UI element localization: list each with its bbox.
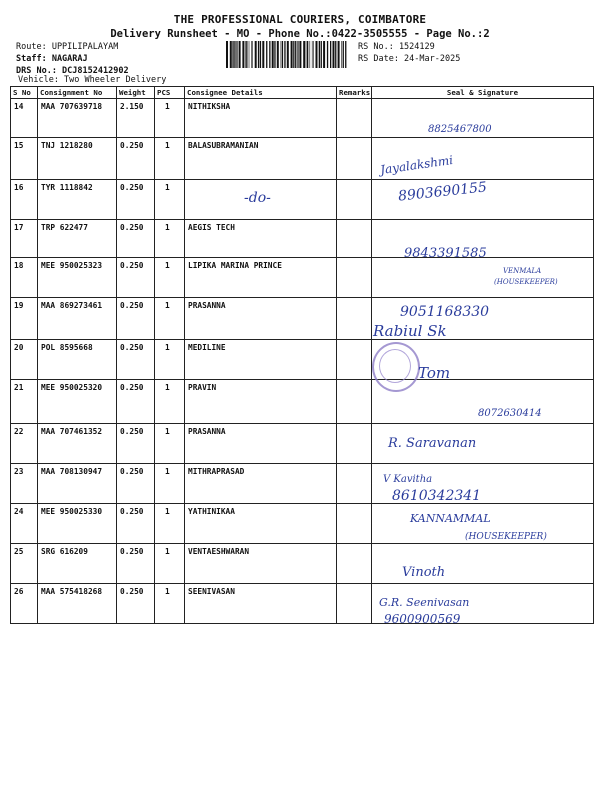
row-pcs: 1 [155, 504, 185, 544]
row-weight: 0.250 [117, 464, 155, 504]
row-consignment-no: SRG 616209 [38, 544, 117, 584]
table-row [11, 424, 594, 464]
header-sno: S No [11, 87, 38, 99]
row-weight: 0.250 [117, 544, 155, 584]
barcode-bar [316, 41, 318, 68]
row-sno: 20 [11, 340, 38, 380]
barcode-bar [293, 41, 294, 68]
row-remarks [337, 258, 372, 298]
table-row [11, 138, 594, 180]
barcode-bar [237, 41, 238, 68]
barcode-bar [312, 41, 313, 68]
row-consignee: LIPIKA MARINA PRINCE [185, 258, 337, 298]
barcode-bar [246, 41, 247, 68]
barcode-bar [313, 41, 314, 68]
barcode-bar [236, 41, 237, 68]
row-consignment-no: MAA 575418268 [38, 584, 117, 624]
row-remarks [337, 464, 372, 504]
barcode-bar [239, 41, 241, 68]
ditto-mark: -do- [244, 190, 271, 206]
barcode-bar [306, 41, 307, 68]
row-pcs: 1 [155, 584, 185, 624]
barcode-bar [282, 41, 283, 68]
row-remarks [337, 584, 372, 624]
row19-phone: 9051168330 [400, 304, 490, 320]
row-consignment-no: TYR 1118842 [38, 180, 117, 220]
runsheet-table [10, 86, 594, 624]
barcode-bar [269, 41, 270, 68]
row18-note: VENMALA [503, 267, 542, 275]
row-pcs: 1 [155, 464, 185, 504]
row-remarks [337, 504, 372, 544]
row-remarks [337, 380, 372, 424]
row23-name: V Kavitha [383, 474, 433, 485]
barcode-bar [341, 41, 342, 68]
row-weight: 0.250 [117, 424, 155, 464]
table-row [11, 298, 594, 340]
barcode-bar [335, 41, 336, 68]
barcode-bar [295, 41, 296, 68]
row-consignee: PRAVIN [185, 380, 337, 424]
row21-phone: 8072630414 [478, 408, 542, 419]
row-sno: 21 [11, 380, 38, 424]
row-consignment-no: MAA 707639718 [38, 99, 117, 138]
row-sno: 24 [11, 504, 38, 544]
row-consignee: AEGIS TECH [185, 220, 337, 258]
barcode-bar [226, 41, 228, 68]
row-weight: 0.250 [117, 340, 155, 380]
barcode-bar [321, 41, 322, 68]
row-sno: 14 [11, 99, 38, 138]
barcode-bar [330, 41, 331, 68]
barcode-bar [252, 41, 253, 68]
barcode-bar [262, 41, 264, 68]
row-remarks [337, 180, 372, 220]
row-pcs: 1 [155, 138, 185, 180]
rs-number: RS No.: 1524129 [358, 42, 435, 52]
table-row [11, 464, 594, 504]
table-row [11, 340, 594, 380]
row-consignment-no: MAA 869273461 [38, 298, 117, 340]
row-consignee: MEDILINE [185, 340, 337, 380]
barcode-bar [230, 41, 232, 68]
table-row [11, 180, 594, 220]
row-consignee: SEENIVASAN [185, 584, 337, 624]
row22-signature: R. Saravanan [388, 436, 477, 451]
row-remarks [337, 220, 372, 258]
barcode-bar [287, 41, 289, 68]
row-pcs: 1 [155, 340, 185, 380]
row-sno: 19 [11, 298, 38, 340]
barcode-bar [303, 41, 305, 68]
row-consignment-no: TNJ 1218280 [38, 138, 117, 180]
row-consignment-no: TRP 622477 [38, 220, 117, 258]
row-remarks [337, 298, 372, 340]
barcode-bar [251, 41, 252, 68]
table-row [11, 544, 594, 584]
row-sno: 17 [11, 220, 38, 258]
row-sno: 15 [11, 138, 38, 180]
barcode-bar [284, 41, 285, 68]
row-consignment-no: MEE 950025320 [38, 380, 117, 424]
row24-note: (HOUSEKEEPER) [465, 532, 547, 542]
row-consignee: NITHIKSHA [185, 99, 337, 138]
row-consignment-no: MAA 708130947 [38, 464, 117, 504]
barcode-bar [274, 41, 275, 68]
row-weight: 0.250 [117, 180, 155, 220]
barcode-bar [277, 41, 279, 68]
header-consignment: Consignment No [38, 87, 117, 99]
barcode-bar [343, 41, 344, 68]
route-label: Route: UPPILIPALAYAM [16, 42, 119, 52]
drs-number: DRS No.: DCJ8152412902 [16, 66, 129, 76]
barcode-bar [266, 41, 267, 68]
row-consignment-no: MAA 707461352 [38, 424, 117, 464]
row-pcs: 1 [155, 220, 185, 258]
barcode [226, 41, 348, 68]
row25-signature: Vinoth [402, 565, 446, 580]
page-subtitle: Delivery Runsheet - MO - Phone No.:0422-3505555 - Page No.:2 [110, 28, 490, 40]
row-pcs: 1 [155, 544, 185, 584]
barcode-bar [255, 41, 257, 68]
row-pcs: 1 [155, 424, 185, 464]
barcode-bar [260, 41, 261, 68]
barcode-bar [258, 41, 259, 68]
row-consignee: MITHRAPRASAD [185, 464, 337, 504]
barcode-bar [323, 41, 325, 68]
barcode-bar [338, 41, 340, 68]
vehicle-label: Vehicle: Two Wheeler Delivery [18, 75, 167, 85]
row26-phone: 9600900569 [384, 612, 461, 626]
rs-date: RS Date: 24-Mar-2025 [358, 54, 461, 64]
row-consignment-no: MEE 950025330 [38, 504, 117, 544]
barcode-bar [319, 41, 320, 68]
seal-stamp [372, 342, 420, 392]
row-sno: 16 [11, 180, 38, 220]
barcode-bar [307, 41, 308, 68]
barcode-bar [345, 41, 346, 68]
row19-signature: Rabiul Sk [373, 322, 447, 340]
row15-name: Jayalakshmi [379, 152, 454, 178]
row-weight: 2.150 [117, 99, 155, 138]
row-consignee: PRASANNA [185, 424, 337, 464]
row-weight: 0.250 [117, 504, 155, 544]
row-weight: 0.250 [117, 220, 155, 258]
row-consignee: VENTAESHWARAN [185, 544, 337, 584]
row-remarks [337, 99, 372, 138]
row-weight: 0.250 [117, 258, 155, 298]
row26-name: G.R. Seenivasan [379, 596, 470, 609]
row-sno: 26 [11, 584, 38, 624]
barcode-bar [272, 41, 274, 68]
row-weight: 0.250 [117, 298, 155, 340]
header-weight: Weight [117, 87, 155, 99]
barcode-bar [310, 41, 311, 68]
row-pcs: 1 [155, 298, 185, 340]
barcode-bar [249, 41, 250, 68]
row14-phone: 8825467800 [428, 124, 492, 135]
barcode-bar [297, 41, 298, 68]
row-sno: 23 [11, 464, 38, 504]
row17-phone: 9843391585 [404, 246, 487, 261]
barcode-bar [245, 41, 246, 68]
row-pcs: 1 [155, 99, 185, 138]
row-weight: 0.250 [117, 138, 155, 180]
row-consignee: YATHINIKAA [185, 504, 337, 544]
row23-phone: 8610342341 [392, 488, 482, 504]
row15-phone: 8903690155 [397, 179, 488, 205]
row-weight: 0.250 [117, 584, 155, 624]
staff-label: Staff: NAGARAJ [16, 54, 88, 64]
row-consignee: BALASUBRAMANIAN [185, 138, 337, 180]
row20-signature: Tom [418, 364, 451, 382]
row-signature [372, 258, 594, 298]
row-remarks [337, 340, 372, 380]
row-consignee: PRASANNA [185, 298, 337, 340]
row-sno: 22 [11, 424, 38, 464]
row-sno: 25 [11, 544, 38, 584]
barcode-bar [299, 41, 301, 68]
table-row [11, 99, 594, 138]
barcode-bar [234, 41, 235, 68]
table-row [11, 220, 594, 258]
row-consignment-no: MEE 950025323 [38, 258, 117, 298]
row-remarks [337, 544, 372, 584]
row-pcs: 1 [155, 258, 185, 298]
row18-note-2: (HOUSEKEEPER) [494, 278, 558, 286]
header-consignee: Consignee Details [185, 87, 337, 99]
barcode-bar [242, 41, 244, 68]
table-row [11, 584, 594, 624]
row-pcs: 1 [155, 180, 185, 220]
table-header-row [11, 87, 594, 99]
row-pcs: 1 [155, 380, 185, 424]
header-pcs: PCS [155, 87, 185, 99]
row-remarks [337, 424, 372, 464]
row-remarks [337, 138, 372, 180]
row-sno: 18 [11, 258, 38, 298]
header-remarks: Remarks [337, 87, 372, 99]
header-signature: Seal & Signature [372, 87, 594, 99]
barcode-bar [333, 41, 335, 68]
barcode-bar [291, 41, 293, 68]
row24-name: KANNAMMAL [410, 512, 491, 525]
page-title: THE PROFESSIONAL COURIERS, COIMBATORE [173, 13, 427, 26]
barcode-bar [232, 41, 233, 68]
row-consignment-no: POL 8595668 [38, 340, 117, 380]
barcode-bar [298, 41, 299, 68]
row-weight: 0.250 [117, 380, 155, 424]
barcode-bar [327, 41, 328, 68]
barcode-bar [281, 41, 282, 68]
